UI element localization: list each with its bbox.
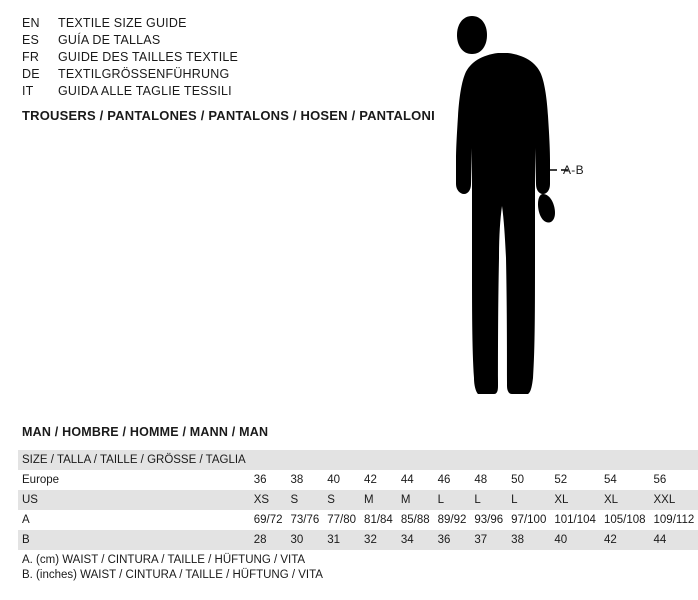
man-silhouette-icon [400,8,600,408]
language-text: TEXTILGRÖSSENFÜHRUNG [58,67,230,81]
cell: L [470,490,507,510]
cell [650,450,698,470]
cell: 52 [554,474,568,486]
cell: 85/88 [400,514,430,526]
cell: 31 [323,530,360,550]
cell: 73/76 [290,514,320,526]
footnote-a: A. (cm) WAIST / CINTURA / TAILLE / HÜFTUNG / VITA [22,554,306,566]
language-row [22,50,382,67]
cell [470,450,507,470]
cell [600,450,650,470]
cell: 56 [653,474,667,486]
cell: 89/92 [437,514,467,526]
language-text: GUÍA DE TALLAS [58,33,161,47]
cell [434,450,471,470]
cell: 109/112 [653,514,695,526]
cell: 38 [507,530,550,550]
cell: 48 [474,474,488,486]
cell: 42 [600,530,650,550]
cell: M [397,490,434,510]
cell: 46 [437,474,451,486]
cell: 44 [400,474,414,486]
row-label: US [18,490,250,510]
table-title: MAN / HOMBRE / HOMME / MANN / MAN [22,425,269,439]
cell: S [286,490,323,510]
cell: XL [550,490,600,510]
trousers-figure [400,8,600,408]
cell: 32 [360,530,397,550]
table-row [18,530,698,550]
cell: 69/72 [253,514,283,526]
cell: L [507,490,550,510]
cell [286,450,323,470]
language-row [22,67,382,84]
language-code: FR [22,50,40,64]
cell: L [434,490,471,510]
cell: 93/96 [474,514,504,526]
cell [250,450,287,470]
cell: XL [600,490,650,510]
cell: 30 [286,530,323,550]
row-label: A [22,514,30,526]
language-code: ES [22,33,40,47]
cell: XXL [650,490,698,510]
language-row [22,16,382,33]
language-text: GUIDA ALLE TAGLIE TESSILI [58,84,232,98]
language-code: EN [22,16,40,30]
cell: 40 [550,530,600,550]
cell [397,450,434,470]
footnote-b: B. (inches) WAIST / CINTURA / TAILLE / HÜFTUNG / VITA [22,569,323,581]
language-text: TEXTILE SIZE GUIDE [58,16,187,30]
language-code: DE [22,67,40,81]
measurement-label-ab: A-B [563,163,584,177]
row-label: SIZE / TALLA / TAILLE / GRÖSSE / TAGLIA [18,450,250,470]
row-label: B [18,530,250,550]
cell: S [323,490,360,510]
cell [507,450,550,470]
cell: 81/84 [364,514,393,526]
cell: 101/104 [554,514,596,526]
cell: 37 [470,530,507,550]
table-row [18,510,698,530]
table-row [18,470,698,490]
language-row [22,33,382,50]
language-list [22,16,382,101]
cell [360,450,397,470]
size-table [18,450,698,550]
table-row [18,450,698,470]
cell: XS [250,490,287,510]
language-text: GUIDE DES TAILLES TEXTILE [58,50,239,64]
cell: 34 [397,530,434,550]
cell: 36 [434,530,471,550]
language-code: IT [22,84,34,98]
row-label: Europe [22,474,60,486]
cell: M [360,490,397,510]
cell: 77/80 [327,514,357,526]
cell: 54 [603,474,617,486]
cell [550,450,600,470]
cell: 28 [250,530,287,550]
cell: 44 [650,530,698,550]
language-row [22,84,382,101]
cell [323,450,360,470]
cell: 36 [253,474,267,486]
cell: 50 [511,474,524,486]
footnotes [22,553,323,583]
cell: 38 [290,474,304,486]
table-row [18,490,698,510]
cell: 40 [327,474,341,486]
cell: 42 [364,474,377,486]
cell: 105/108 [603,514,646,526]
cell: 97/100 [511,514,547,526]
page-title: TROUSERS / PANTALONES / PANTALONS / HOSEN / PANTALONI [22,108,435,123]
